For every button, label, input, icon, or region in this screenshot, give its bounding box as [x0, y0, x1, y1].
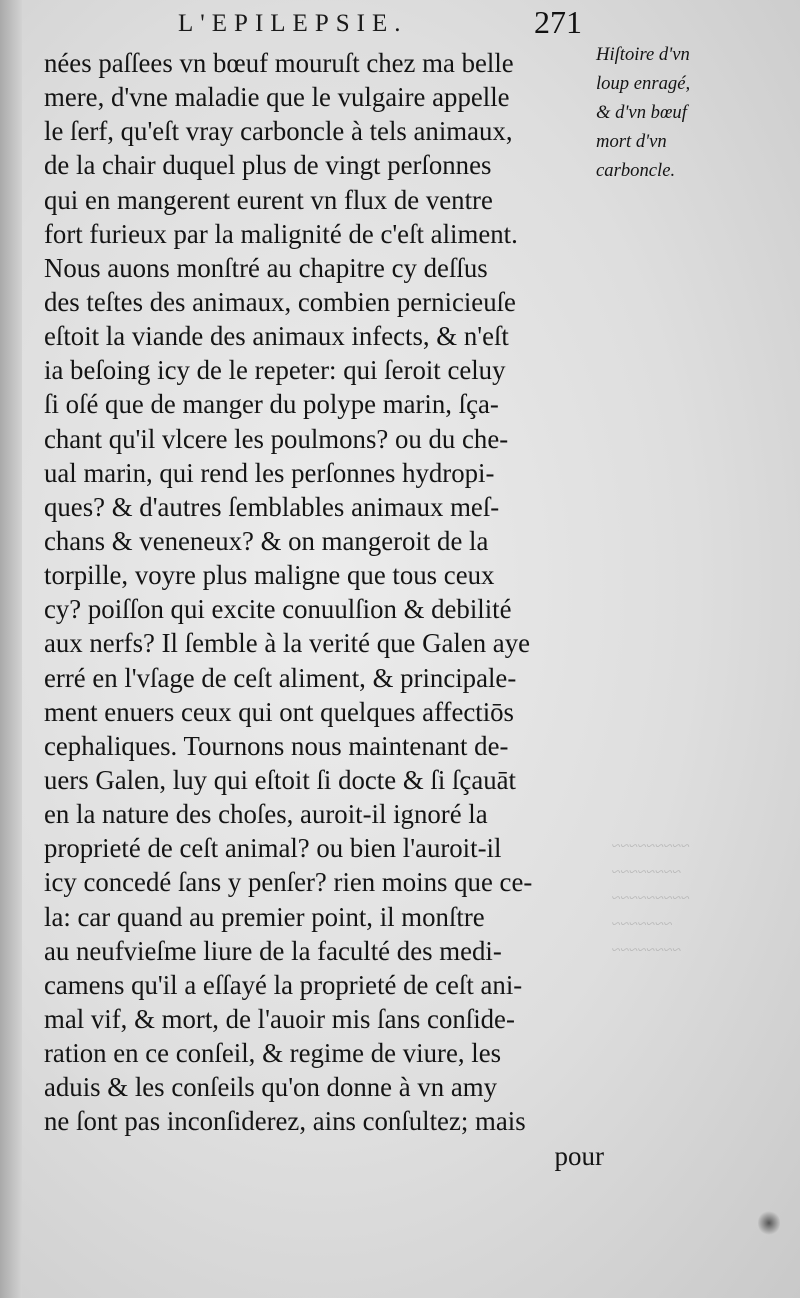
text-line: le ſerf, qu'eſt vray carboncle à tels animaux,	[44, 116, 513, 147]
text-line: eſtoit la viande des animaux infects, & n'eſt	[44, 321, 509, 352]
text-line: chant qu'il vlcere les poulmons? ou du che-	[44, 423, 509, 454]
text-line: nées paſſees vn bœuf mouruſt chez ma belle	[44, 48, 514, 78]
text-line: camens qu'il a eſſayé la proprieté de ceſt ani-	[44, 969, 523, 1000]
text-line: aux nerfs? Il ſemble à la verité que Galen aye	[44, 628, 531, 659]
margin-note-line: carboncle.	[596, 160, 676, 181]
text-line: ment enuers ceux qui ont quelques affectiōs	[44, 696, 514, 727]
text-line: icy concedé ſans y penſer? rien moins que ce-	[44, 867, 533, 898]
text-line: au neufvieſme liure de la faculté des medi-	[44, 935, 502, 966]
margin-note-line: loup enragé,	[596, 73, 691, 94]
text-line: des teſtes des animaux, combien pernicieuſe	[44, 286, 516, 317]
text-line: mere, d'vne maladie que le vulgaire appelle	[44, 82, 510, 113]
text-line: uers Galen, luy qui eſtoit ſi docte & ſi ſçauāt	[44, 764, 516, 795]
text-line: ſi oſé que de manger du polype marin, ſça-	[44, 389, 499, 420]
text-line: chans & veneneux? & on mangeroit de la	[44, 525, 489, 556]
catchword: pour	[554, 1140, 604, 1171]
margin-note	[596, 40, 796, 185]
margin-note-line: Hiſtoire d'vn	[596, 44, 690, 65]
text-line: ual marin, qui rend les perſonnes hydropi-	[44, 457, 495, 488]
text-line: mal vif, & mort, de l'auoir mis ſans conſide-	[44, 1003, 515, 1034]
margin-note-line: mort d'vn	[596, 131, 667, 152]
text-line: en la nature des choſes, auroit-il ignoré la	[44, 799, 488, 830]
text-line: la: car quand au premier point, il monſtre	[44, 901, 485, 932]
text-line: fort furieux par la malignité de c'eſt aliment.	[44, 218, 518, 249]
text-line: qui en mangerent eurent vn flux de ventre	[44, 184, 493, 215]
text-line: ques? & d'autres ſemblables animaux meſ-	[44, 491, 500, 522]
text-line: cy? poiſſon qui excite conuulſion & debilité	[44, 594, 512, 625]
show-through-text: ~~~~~~~~~ ~~~~~~~~ ~~~~~~~~~ ~~~~~~~ ~~~~~~~~	[612, 838, 690, 959]
page-gutter	[0, 0, 22, 1298]
text-line: cephaliques. Tournons nous maintenant de-	[44, 730, 509, 761]
text-line: ia beſoing icy de le repeter: qui ſeroit celuy	[44, 355, 506, 386]
text-line: ration en ce conſeil, & regime de viure, les	[44, 1038, 502, 1069]
margin-note-line: & d'vn bœuf	[596, 102, 687, 123]
text-line: torpille, voyre plus maligne que tous ceux	[44, 560, 495, 591]
text-line: aduis & les conſeils qu'on donne à vn amy	[44, 1072, 498, 1103]
page-number: 271	[534, 4, 582, 40]
text-line: Nous auons monſtré au chapitre cy deſſus	[44, 252, 488, 283]
text-line: de la chair duquel plus de vingt perſonnes	[44, 150, 492, 181]
ink-smudge	[758, 1210, 780, 1236]
body-text	[44, 46, 604, 1173]
text-line: ne ſont pas inconſiderez, ains conſultez; mais	[44, 1106, 526, 1137]
text-line: erré en l'vſage de ceſt aliment, & principale-	[44, 662, 517, 693]
running-head: L'EPILEPSIE.	[178, 10, 408, 37]
text-line: proprieté de ceſt animal? ou bien l'auroit-il	[44, 833, 502, 864]
